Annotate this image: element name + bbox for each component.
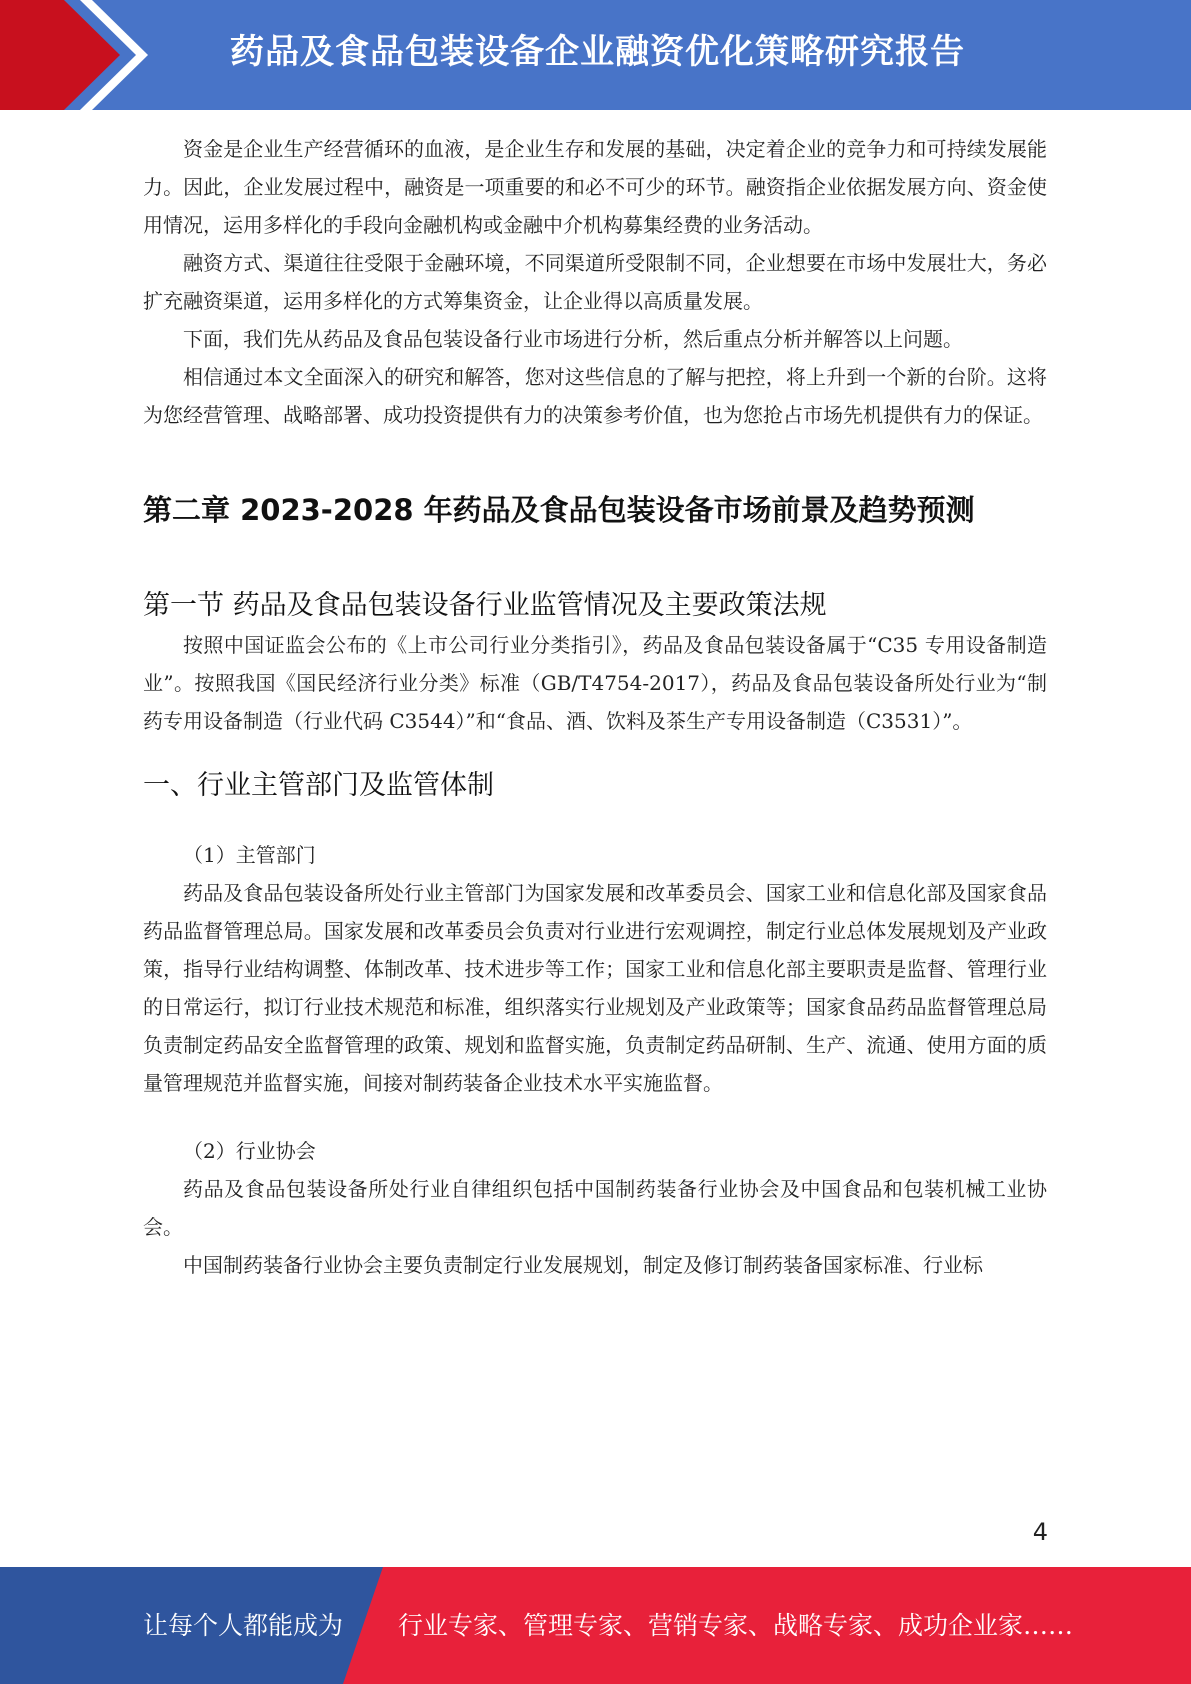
page-header	[0, 0, 1191, 110]
page-number: 4	[1032, 1518, 1048, 1546]
association-paragraph: 药品及食品包装设备所处行业自律组织包括中国制药装备行业协会及中国食品和包装机械工业协会。	[143, 1177, 1047, 1239]
intro-paragraph: 融资方式、渠道往往受限于金融环境，不同渠道所受限制不同，企业想要在市场中发展壮大，务必扩充融资渠道，运用多样化的方式筹集资金，让企业得以高质量发展。	[143, 251, 1047, 313]
red-chevron-icon	[0, 0, 160, 110]
intro-paragraph: 资金是企业生产经营循环的血液，是企业生存和发展的基础，决定着企业的竞争力和可持续发展能力。因此，企业发展过程中，融资是一项重要的和必不可少的环节。融资指企业依据发展方向、资金使用情况，运用多样化的手段向金融机构或金融中介机构募集经费的业务活动。	[143, 137, 1047, 237]
item-label-authority: （1）主管部门	[183, 843, 316, 867]
footer-slogan-right: 行业专家、管理专家、营销专家、战略专家、成功企业家……	[398, 1611, 1074, 1640]
authority-paragraph: 药品及食品包装设备所处行业主管部门为国家发展和改革委员会、国家工业和信息化部及国家食品药品监督管理总局。国家发展和改革委员会负责对行业进行宏观调控，制定行业总体发展规划及产业政策，指导行业结构调整、体制改革、技术进步等工作；国家工业和信息化部主要职责是监督、管理行业的日常运行，拟订行业技术规范和标准，组织落实行业规划及产业政策等；国家食品药品监督管理总局负责制定药品安全监督管理的政策、规划和监督实施，负责制定药品研制、生产、流通、使用方面的质量管理规范并监督实施，间接对制药装备企业技术水平实施监督。	[143, 881, 1047, 1095]
section-heading: 第一节 药品及食品包装设备行业监管情况及主要政策法规	[143, 590, 827, 621]
document-body	[143, 130, 1047, 1284]
item-label-association: （2）行业协会	[183, 1139, 316, 1163]
subsection-heading: 一、行业主管部门及监管体制	[143, 770, 494, 801]
footer-slogan-left: 让每个人都能成为	[143, 1611, 344, 1640]
page-footer	[0, 1567, 1191, 1684]
intro-paragraph: 下面，我们先从药品及食品包装设备行业市场进行分析，然后重点分析并解答以上问题。	[183, 327, 963, 351]
association-detail-paragraph: 中国制药装备行业协会主要负责制定行业发展规划，制定及修订制药装备国家标准、行业标	[183, 1253, 983, 1277]
section-paragraph: 按照中国证监会公布的《上市公司行业分类指引》，药品及食品包装设备属于“C35 专用设备制造业”。按照我国《国民经济行业分类》标准（GB/T4754-2017），药品及食品包装设备所处行业为“制药专用设备制造（行业代码 C3544）”和“食品、酒、饮料及茶生产专用设备制造（C3531）”。	[143, 633, 1047, 733]
report-title: 药品及食品包装设备企业融资优化策略研究报告	[230, 32, 965, 72]
intro-paragraph: 相信通过本文全面深入的研究和解答，您对这些信息的了解与把控，将上升到一个新的台阶。这将为您经营管理、战略部署、成功投资提供有力的决策参考价值，也为您抢占市场先机提供有力的保证。	[143, 365, 1047, 427]
chapter-heading: 第二章 2023-2028 年药品及食品包装设备市场前景及趋势预测	[143, 493, 975, 527]
